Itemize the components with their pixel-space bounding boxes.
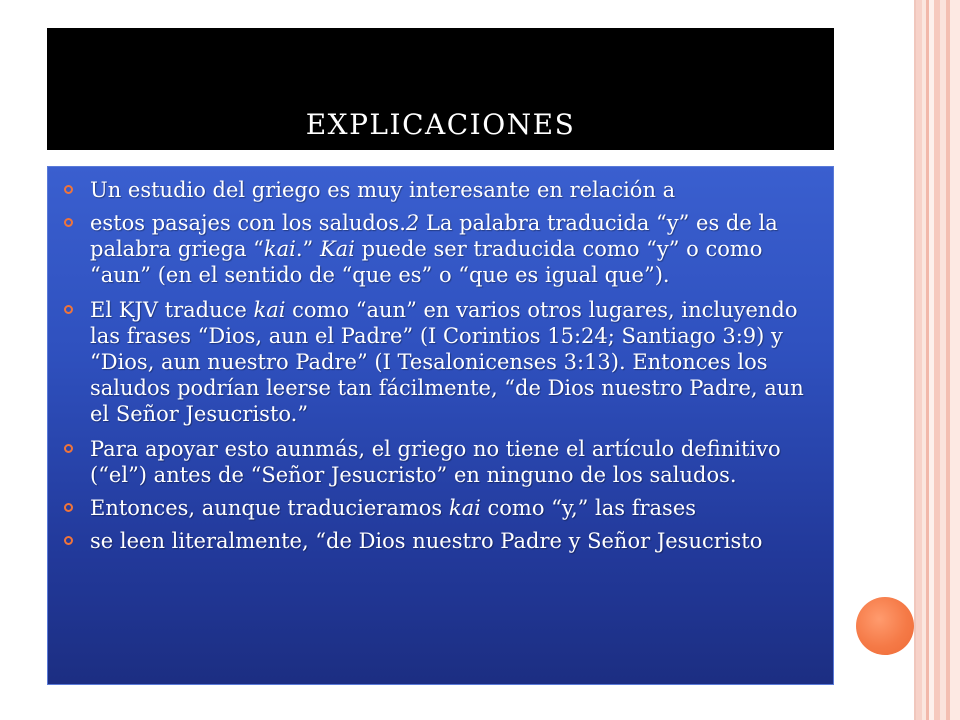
slide-title: EXPLICACIONES — [305, 108, 576, 141]
bullet-text: se leen literalmente, “de Dios nuestro Padre y Señor Jesucristo — [90, 529, 763, 553]
bullet-item — [62, 210, 815, 288]
bullet-ring-icon — [64, 305, 73, 314]
bullet-text: como “y,” las frases — [480, 496, 697, 520]
bullet-ring-icon — [64, 536, 73, 545]
bullet-text: puede ser traducida como “y” o como “aun” (en el sentido de “que es” o “que es igual que”). — [90, 237, 763, 287]
bullet-text: Para apoyar esto aunmás, el griego no tiene el artículo definitivo (“el”) antes de “Señor Jesucristo” en ninguno de los saludos. — [90, 437, 781, 487]
bullet-text-italic: Kai — [319, 237, 355, 261]
bullet-item — [62, 177, 815, 203]
bullet-ring-icon — [64, 185, 73, 194]
bullet-text: La palabra traducida “y” es de la palabra griega “ — [90, 211, 778, 261]
decorative-stripes — [916, 0, 960, 720]
bullet-item — [62, 436, 815, 488]
decorative-circle — [856, 597, 914, 655]
bullet-item — [62, 495, 815, 521]
content-box — [47, 166, 834, 685]
bullet-ring-icon — [64, 503, 73, 512]
bullet-text: Entonces, aunque traducieramos — [90, 496, 449, 520]
bullet-text: Un estudio del griego es muy interesante en relación a — [90, 178, 676, 202]
bullet-text: .” — [295, 237, 320, 261]
bullet-ring-icon — [64, 444, 73, 453]
bullet-text-italic: 2 — [405, 211, 420, 235]
bullet-text: El KJV traduce — [90, 298, 254, 322]
bullet-list — [62, 177, 815, 554]
bullet-text-italic: kai — [448, 496, 481, 520]
bullet-text-italic: kai — [263, 237, 296, 261]
bullet-item — [62, 528, 815, 554]
bullet-text: como “aun” en varios otros lugares, incluyendo las frases “Dios, aun el Padre” (I Corintios 15:24; Santiago 3:9) y “Dios, aun nuestro Padre” (I Tesalonicenses 3:13). Entonces los saludos podrían leerse tan fácilmente, “de Dios nuestro Padre, aun el Señor Jesucristo.” — [90, 298, 804, 426]
title-bar — [47, 28, 834, 150]
bullet-text: estos pasajes con los saludos. — [90, 211, 406, 235]
bullet-text-italic: kai — [253, 298, 286, 322]
bullet-ring-icon — [64, 218, 73, 227]
bullet-item — [62, 297, 815, 427]
